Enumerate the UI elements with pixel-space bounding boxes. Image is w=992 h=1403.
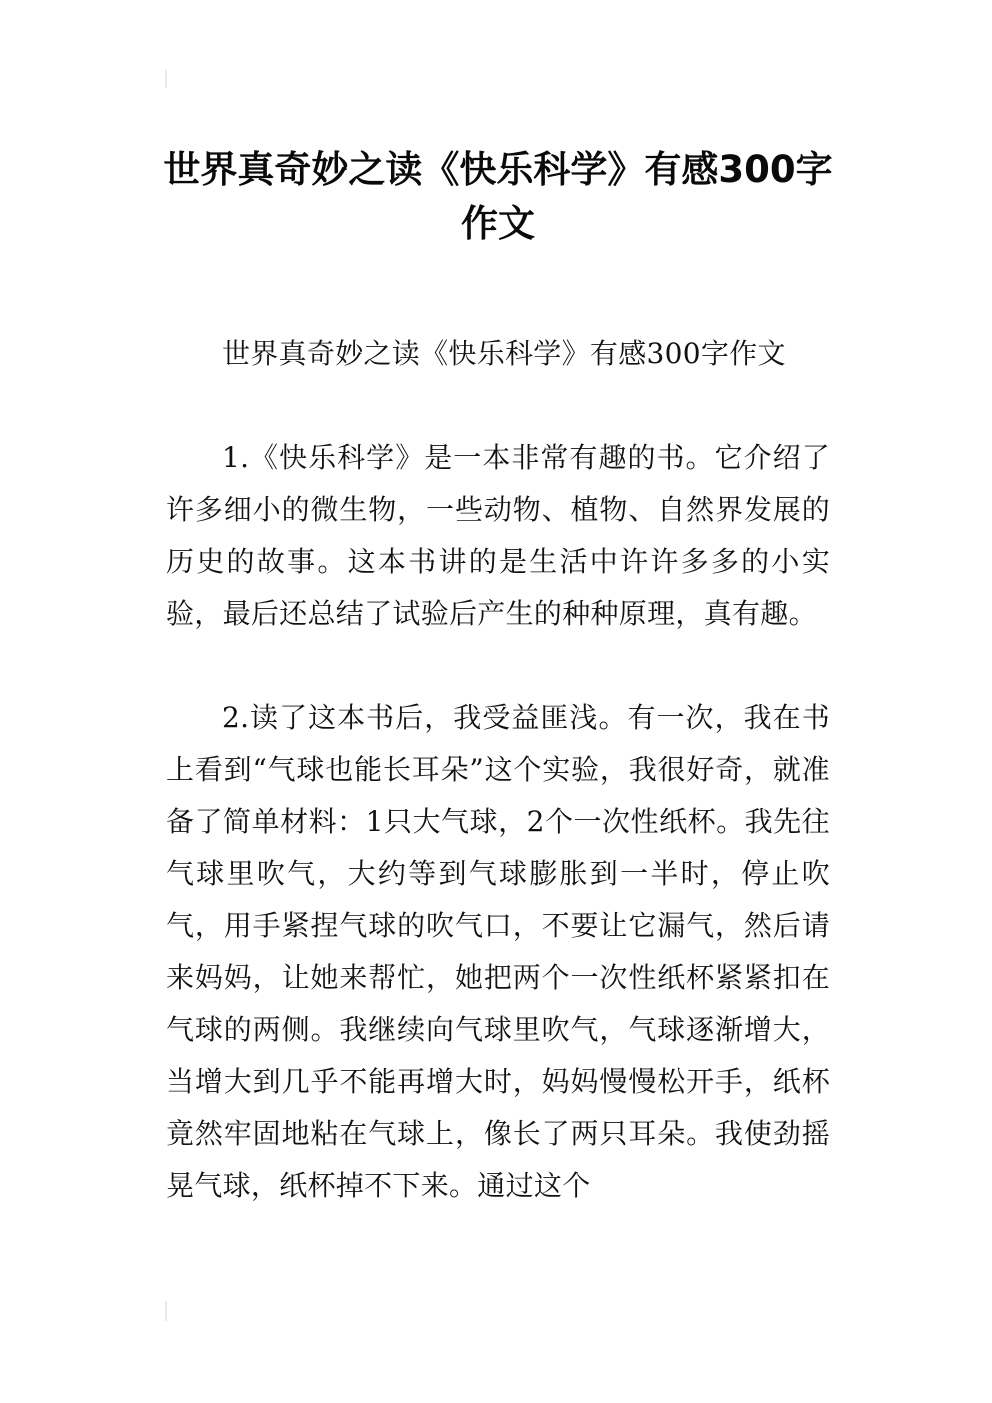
margin-mark-bottom <box>165 1301 167 1321</box>
paragraph-2: 2.读了这本书后，我受益匪浅。有一次，我在书上看到“气球也能长耳朵”这个实验，我很好奇，就准备了简单材料：1只大气球，2个一次性纸杯。我先往气球里吹气，大约等到气球膨胀到一半时，停止吹气，用手紧捏气球的吹气口，不要让它漏气，然后请来妈妈，让她来帮忙，她把两个一次性纸杯紧紧扣在气球的两侧。我继续向气球里吹气，气球逐渐增大，当增大到几乎不能再增大时，妈妈慢慢松开手，纸杯竟然牢固地粘在气球上，像长了两只耳朵。我使劲摇晃气球，纸杯掉不下来。通过这个 <box>166 701 830 1202</box>
document-subtitle: 世界真奇妙之读《快乐科学》有感300字作文 <box>222 337 786 370</box>
document-body <box>166 328 830 1212</box>
paragraph-1: 1.《快乐科学》是一本非常有趣的书。它介绍了许多细小的微生物，一些动物、植物、自然界发展的历史的故事。这本书讲的是生活中许许多多的小实验，最后还总结了试验后产生的种种原理，真有趣。 <box>166 441 830 630</box>
document-title: 世界真奇妙之读《快乐科学》有感300字作文 <box>163 147 833 245</box>
margin-mark-top <box>165 70 167 88</box>
